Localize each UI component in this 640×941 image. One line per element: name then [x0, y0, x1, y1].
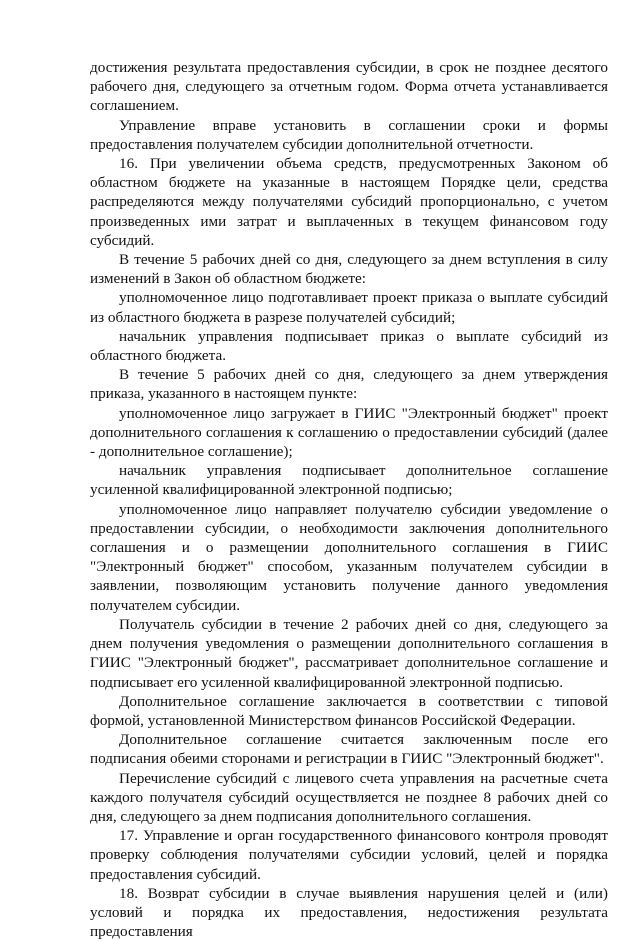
- paragraph: Перечисление субсидий с лицевого счета управления на расчетные счета каждого получателя субсидий осуществляется не позднее 8 рабочих дней со дня, следующего за днем подписания дополнительного соглашения.: [90, 769, 608, 825]
- paragraph: Управление вправе установить в соглашении сроки и формы предоставления получателем субсидии дополнительной отчетности.: [90, 116, 608, 153]
- paragraph: уполномоченное лицо подготавливает проект приказа о выплате субсидий из областного бюджета в разрезе получателей субсидий;: [90, 289, 608, 326]
- paragraph: Дополнительное соглашение заключается в соответствии с типовой формой, установленной Министерством финансов Российской Федерации.: [90, 692, 608, 729]
- paragraph-clause-18: 18. Возврат субсидии в случае выявления нарушения целей и (или) условий и порядка их предоставления, недостижения результата предоставления: [90, 884, 608, 941]
- paragraph: уполномоченное лицо направляет получателю субсидии уведомление о предоставлении субсидии, о необходимости заключения дополнительного соглашения и о размещении дополнительного соглашения в ГИИС "Электронный бюджет" способом, указанным получателем субсидии в заявлении, позволяющим установить получение данного уведомления получателем субсидии.: [90, 500, 608, 614]
- paragraph-clause-16: 16. При увеличении объема средств, предусмотренных Законом об областном бюджете на указанные в настоящем Порядке цели, средства распределяются между получателями субсидий пропорционально, с учетом произведенных ими затрат и выплаченных в текущем финансовом году субсидий.: [90, 155, 608, 249]
- paragraph: начальник управления подписывает дополнительное соглашение усиленной квалифицированной электронной подписью;: [90, 462, 608, 499]
- paragraph: В течение 5 рабочих дней со дня, следующего за днем вступления в силу изменений в Закон об областном бюджете:: [90, 251, 608, 288]
- paragraph-clause-17: 17. Управление и орган государственного финансового контроля проводят проверку соблюдения получателями субсидии условий, целей и порядка предоставления субсидий.: [90, 827, 608, 883]
- paragraph: В течение 5 рабочих дней со дня, следующего за днем утверждения приказа, указанного в настоящем пункте:: [90, 366, 608, 403]
- paragraph: начальник управления подписывает приказ о выплате субсидий из областного бюджета.: [90, 327, 608, 365]
- paragraph: Получатель субсидии в течение 2 рабочих дней со дня, следующего за днем получения уведомления о размещении дополнительного соглашения в ГИИС "Электронный бюджет", рассматривает дополнительное соглашение и подписывает его усиленной квалифицированной электронной подписью.: [90, 615, 608, 691]
- document-body: [90, 58, 608, 941]
- paragraph: Дополнительное соглашение считается заключенным после его подписания обеими сторонами и регистрации в ГИИС "Электронный бюджет".: [90, 731, 608, 768]
- paragraph-continuation: достижения результата предоставления субсидии, в срок не позднее десятого рабочего дня, следующего за отчетным годом. Форма отчета устанавливается соглашением.: [90, 59, 608, 115]
- paragraph: уполномоченное лицо загружает в ГИИС "Электронный бюджет" проект дополнительного соглашения к соглашению о предоставлении субсидий (далее - дополнительное соглашение);: [90, 404, 608, 461]
